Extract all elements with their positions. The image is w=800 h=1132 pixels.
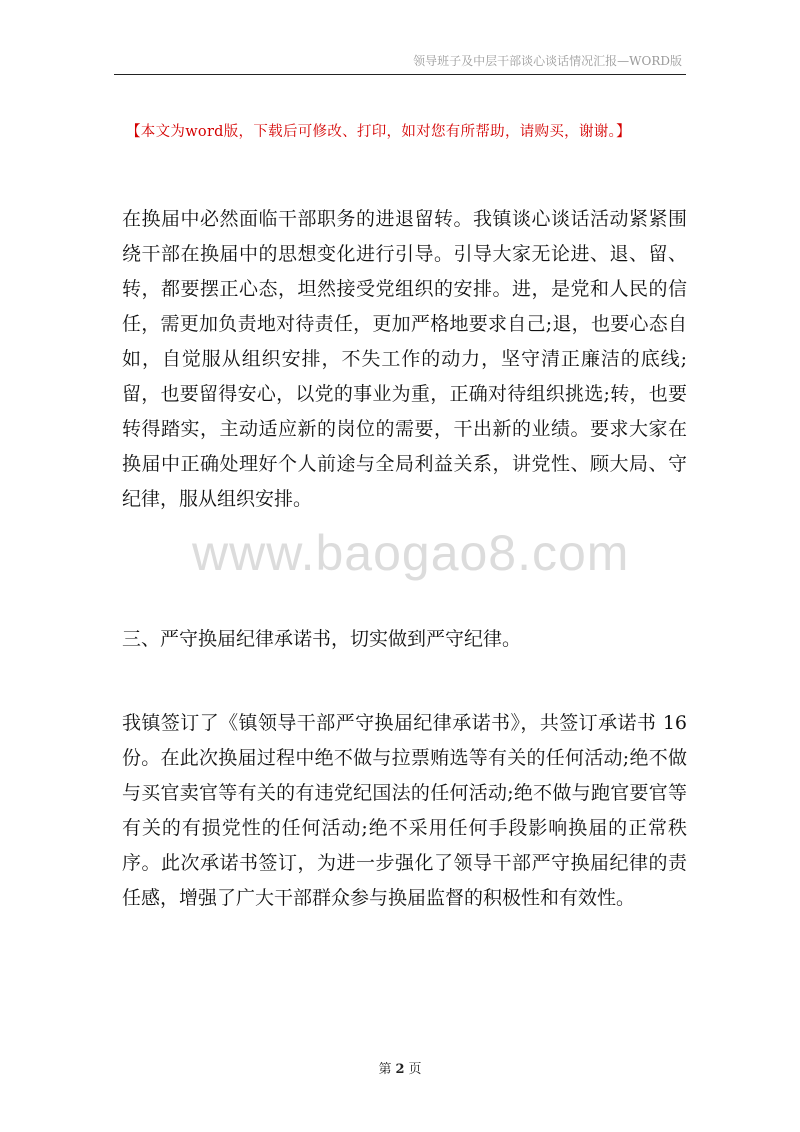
page-suffix: 页 (408, 1062, 422, 1077)
page-prefix: 第 (378, 1062, 392, 1077)
page-number: 2 (395, 1062, 405, 1077)
section-heading-3: 三、严守换届纪律承诺书，切实做到严守纪律。 (122, 628, 522, 650)
page-footer (0, 1058, 800, 1077)
paragraph-pledge: 我镇签订了《镇领导干部严守换届纪律承诺书》，共签订承诺书 16 份。在此次换届过程中绝不做与拉票贿选等有关的任何活动;绝不做与买官卖官等有关的有违党纪国法的任何活动;绝不做与跑官要官等有关的有损党性的任何活动;绝不采用任何手段影响换届的正常秩序。此次承诺书签订，为进一步强化了领导干部严守换届纪律的责任感，增强了广大干部群众参与换届监督的积极性和有效性。 (122, 712, 687, 909)
document-header-title: 领导班子及中层干部谈心谈话情况汇报—WORD版 (413, 54, 682, 68)
purchase-notice: 【本文为word版，下载后可修改、打印，如对您有所帮助，请购买，谢谢。】 (126, 124, 631, 140)
paragraph-transition: 在换届中必然面临干部职务的进退留转。我镇谈心谈话活动紧紧围绕干部在换届中的思想变化进行引导。引导大家无论进、退、留、转，都要摆正心态，坦然接受党组织的安排。进，是党和人民的信任，需更加负责地对待责任，更加严格地要求自己;退，也要心态自如，自觉服从组织安排，不失工作的动力，坚守清正廉洁的底线;留，也要留得安心，以党的事业为重，正确对待组织挑选;转，也要转得踏实，主动适应新的岗位的需要，干出新的业绩。要求大家在换届中正确处理好个人前途与全局利益关系，讲党性、顾大局、守纪律，服从组织安排。 (122, 208, 687, 510)
watermark: www.baogao8.com (192, 525, 630, 581)
header-divider (114, 74, 686, 75)
